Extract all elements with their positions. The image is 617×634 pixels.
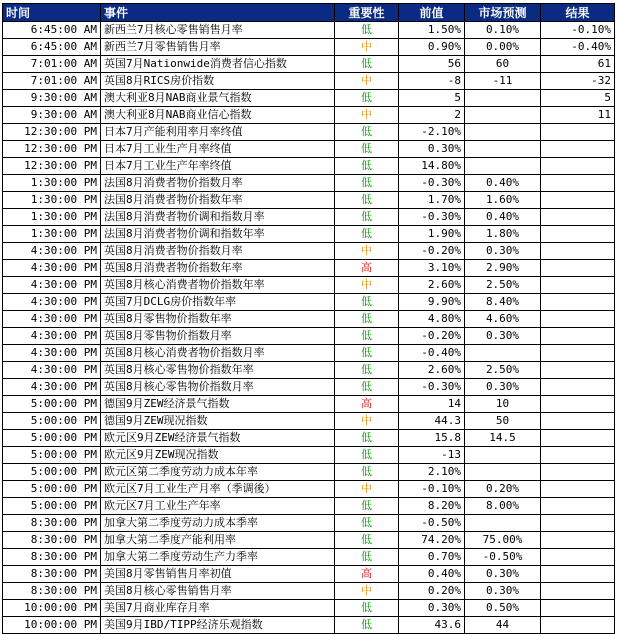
cell-previous: -2.10% [399,124,465,141]
cell-actual [541,158,615,175]
table-row [3,209,615,226]
table-header-row [3,4,615,22]
cell-event: 英国8月核心消费者物价指数年率 [101,277,335,294]
table-row [3,56,615,73]
cell-forecast: 0.30% [465,328,541,345]
cell-time: 9:30:00 AM [3,107,101,124]
cell-importance: 低 [335,158,399,175]
cell-event: 澳大利亚8月NAB商业景气指数 [101,90,335,107]
cell-forecast: 8.00% [465,498,541,515]
cell-actual [541,549,615,566]
cell-time: 4:30:00 PM [3,311,101,328]
cell-event: 英国8月核心消费者物价指数月率 [101,345,335,362]
table-row [3,583,615,600]
table-row [3,600,615,617]
table-row [3,124,615,141]
cell-time: 4:30:00 PM [3,277,101,294]
cell-importance: 低 [335,379,399,396]
cell-forecast: 14.5 [465,430,541,447]
cell-previous: 0.30% [399,141,465,158]
cell-importance: 高 [335,260,399,277]
cell-previous: 8.20% [399,498,465,515]
cell-previous: 1.50% [399,22,465,39]
table-row [3,566,615,583]
cell-previous: 44.3 [399,413,465,430]
cell-previous: -0.30% [399,175,465,192]
cell-forecast [465,345,541,362]
cell-event: 英国8月核心零售物价指数月率 [101,379,335,396]
cell-time: 9:30:00 AM [3,90,101,107]
cell-time: 12:30:00 PM [3,124,101,141]
cell-actual: -32 [541,73,615,90]
table-row [3,311,615,328]
header-forecast: 市场预测 [465,4,541,22]
cell-previous: -0.30% [399,209,465,226]
table-row [3,396,615,413]
cell-previous: 56 [399,56,465,73]
cell-importance: 中 [335,73,399,90]
cell-forecast: 44 [465,617,541,634]
cell-importance: 高 [335,396,399,413]
cell-forecast [465,447,541,464]
cell-event: 加拿大第二季度劳动生产力季率 [101,549,335,566]
table-row [3,107,615,124]
cell-forecast [465,515,541,532]
cell-event: 日本7月工业生产月率终值 [101,141,335,158]
cell-actual [541,566,615,583]
cell-forecast: 8.40% [465,294,541,311]
cell-forecast: 0.30% [465,566,541,583]
cell-previous: 1.90% [399,226,465,243]
table-row [3,158,615,175]
cell-event: 英国7月Nationwide消费者信心指数 [101,56,335,73]
cell-event: 澳大利亚8月NAB商业信心指数 [101,107,335,124]
cell-forecast: 10 [465,396,541,413]
table-row [3,549,615,566]
cell-forecast: 60 [465,56,541,73]
cell-forecast [465,107,541,124]
cell-importance: 低 [335,362,399,379]
table-row [3,481,615,498]
table-row [3,243,615,260]
cell-actual [541,311,615,328]
cell-event: 英国7月DCLG房价指数年率 [101,294,335,311]
table-row [3,515,615,532]
cell-event: 欧元区9月ZEW经济景气指数 [101,430,335,447]
cell-forecast: 2.50% [465,277,541,294]
cell-time: 4:30:00 PM [3,243,101,260]
cell-forecast: 0.00% [465,39,541,56]
cell-forecast: -11 [465,73,541,90]
table-row [3,73,615,90]
cell-previous: 2.60% [399,277,465,294]
cell-event: 欧元区9月ZEW现况指数 [101,447,335,464]
cell-actual: 61 [541,56,615,73]
cell-actual [541,464,615,481]
cell-forecast: 0.50% [465,600,541,617]
table-row [3,532,615,549]
cell-time: 5:00:00 PM [3,413,101,430]
cell-importance: 低 [335,311,399,328]
cell-forecast: 1.60% [465,192,541,209]
cell-forecast [465,158,541,175]
cell-actual [541,243,615,260]
table-row [3,447,615,464]
cell-previous: 74.20% [399,532,465,549]
cell-actual [541,328,615,345]
cell-importance: 中 [335,277,399,294]
cell-importance: 低 [335,498,399,515]
cell-actual [541,192,615,209]
cell-actual [541,447,615,464]
cell-previous: 2 [399,107,465,124]
cell-forecast: -0.50% [465,549,541,566]
cell-actual [541,617,615,634]
cell-actual [541,532,615,549]
cell-time: 5:00:00 PM [3,447,101,464]
table-body [3,22,615,634]
cell-actual [541,498,615,515]
table-row [3,498,615,515]
table-row [3,260,615,277]
cell-previous: -0.30% [399,379,465,396]
cell-actual [541,600,615,617]
cell-event: 美国8月核心零售销售月率 [101,583,335,600]
table-row [3,141,615,158]
cell-previous: 0.40% [399,566,465,583]
cell-time: 12:30:00 PM [3,141,101,158]
cell-previous: 1.70% [399,192,465,209]
cell-event: 加拿大第二季度产能利用率 [101,532,335,549]
cell-time: 5:00:00 PM [3,396,101,413]
cell-previous: 0.90% [399,39,465,56]
cell-actual [541,175,615,192]
cell-actual: -0.10% [541,22,615,39]
cell-importance: 中 [335,413,399,430]
table-row [3,430,615,447]
cell-importance: 低 [335,345,399,362]
cell-event: 欧元区7月工业生产月率（季调後） [101,481,335,498]
economic-calendar-table [2,3,615,634]
cell-event: 日本7月产能利用率月率终值 [101,124,335,141]
cell-actual [541,379,615,396]
cell-importance: 低 [335,192,399,209]
cell-previous: -8 [399,73,465,90]
cell-previous: 2.60% [399,362,465,379]
cell-importance: 低 [335,328,399,345]
cell-importance: 低 [335,90,399,107]
cell-event: 英国8月消费者物价指数年率 [101,260,335,277]
table-row [3,90,615,107]
cell-forecast: 4.60% [465,311,541,328]
cell-time: 8:30:00 PM [3,532,101,549]
cell-time: 4:30:00 PM [3,362,101,379]
cell-importance: 中 [335,243,399,260]
table-row [3,362,615,379]
cell-previous: -13 [399,447,465,464]
table-row [3,22,615,39]
cell-time: 8:30:00 PM [3,566,101,583]
cell-time: 4:30:00 PM [3,345,101,362]
cell-previous: 4.80% [399,311,465,328]
cell-previous: 9.90% [399,294,465,311]
cell-actual [541,209,615,226]
cell-previous: -0.20% [399,243,465,260]
cell-event: 法国8月消费者物价调和指数年率 [101,226,335,243]
table-row [3,328,615,345]
cell-previous: 14.80% [399,158,465,175]
cell-forecast: 2.90% [465,260,541,277]
cell-time: 1:30:00 PM [3,226,101,243]
table-row [3,175,615,192]
cell-event: 英国8月零售物价指数月率 [101,328,335,345]
cell-time: 12:30:00 PM [3,158,101,175]
cell-event: 新西兰7月核心零售销售月率 [101,22,335,39]
cell-importance: 低 [335,447,399,464]
cell-event: 英国8月RICS房价指数 [101,73,335,90]
cell-importance: 中 [335,39,399,56]
cell-importance: 低 [335,549,399,566]
cell-previous: 3.10% [399,260,465,277]
cell-previous: 43.6 [399,617,465,634]
cell-time: 8:30:00 PM [3,549,101,566]
cell-actual [541,583,615,600]
cell-forecast: 2.50% [465,362,541,379]
cell-importance: 低 [335,22,399,39]
cell-actual [541,141,615,158]
cell-previous: 14 [399,396,465,413]
cell-importance: 高 [335,566,399,583]
cell-event: 英国8月消费者物价指数月率 [101,243,335,260]
cell-forecast: 1.80% [465,226,541,243]
cell-actual [541,260,615,277]
cell-previous: 0.30% [399,600,465,617]
table-row [3,464,615,481]
table-row [3,379,615,396]
cell-actual [541,362,615,379]
cell-importance: 中 [335,583,399,600]
cell-previous: 0.70% [399,549,465,566]
cell-event: 新西兰7月零售销售月率 [101,39,335,56]
cell-importance: 低 [335,124,399,141]
cell-importance: 低 [335,430,399,447]
cell-event: 德国9月ZEW经济景气指数 [101,396,335,413]
table-row [3,413,615,430]
cell-importance: 中 [335,481,399,498]
cell-importance: 低 [335,464,399,481]
cell-forecast: 50 [465,413,541,430]
header-time: 时间 [3,4,101,22]
table-row [3,617,615,634]
cell-time: 8:30:00 PM [3,515,101,532]
cell-actual: 11 [541,107,615,124]
cell-time: 10:00:00 PM [3,600,101,617]
cell-actual [541,430,615,447]
cell-actual: -0.40% [541,39,615,56]
cell-importance: 低 [335,209,399,226]
cell-event: 美国8月零售销售月率初值 [101,566,335,583]
cell-actual [541,226,615,243]
cell-actual: 5 [541,90,615,107]
cell-actual [541,481,615,498]
cell-previous: -0.10% [399,481,465,498]
cell-time: 4:30:00 PM [3,294,101,311]
cell-time: 5:00:00 PM [3,430,101,447]
cell-time: 7:01:00 AM [3,56,101,73]
header-actual: 结果 [541,4,615,22]
cell-time: 5:00:00 PM [3,481,101,498]
cell-event: 英国8月零售物价指数年率 [101,311,335,328]
cell-importance: 低 [335,141,399,158]
header-importance: 重要性 [335,4,399,22]
header-event: 事件 [101,4,335,22]
cell-forecast [465,124,541,141]
cell-event: 日本7月工业生产年率终值 [101,158,335,175]
cell-time: 5:00:00 PM [3,498,101,515]
cell-previous: -0.40% [399,345,465,362]
cell-time: 5:00:00 PM [3,464,101,481]
table-row [3,277,615,294]
cell-previous: -0.50% [399,515,465,532]
cell-forecast: 0.40% [465,175,541,192]
cell-time: 4:30:00 PM [3,260,101,277]
cell-previous: 0.20% [399,583,465,600]
cell-time: 10:00:00 PM [3,617,101,634]
cell-event: 加拿大第二季度劳动力成本季率 [101,515,335,532]
cell-time: 1:30:00 PM [3,175,101,192]
cell-event: 美国7月商业库存月率 [101,600,335,617]
cell-previous: 15.8 [399,430,465,447]
cell-forecast [465,464,541,481]
cell-time: 6:45:00 AM [3,39,101,56]
cell-importance: 低 [335,175,399,192]
cell-event: 美国9月IBD/TIPP经济乐观指数 [101,617,335,634]
cell-previous: 5 [399,90,465,107]
cell-event: 欧元区第二季度劳动力成本年率 [101,464,335,481]
cell-previous: -0.20% [399,328,465,345]
cell-importance: 中 [335,107,399,124]
cell-time: 1:30:00 PM [3,209,101,226]
cell-actual [541,396,615,413]
cell-event: 法国8月消费者物价指数月率 [101,175,335,192]
cell-time: 7:01:00 AM [3,73,101,90]
cell-time: 6:45:00 AM [3,22,101,39]
cell-time: 8:30:00 PM [3,583,101,600]
cell-time: 1:30:00 PM [3,192,101,209]
cell-importance: 低 [335,532,399,549]
cell-actual [541,345,615,362]
cell-forecast: 75.00% [465,532,541,549]
cell-forecast: 0.20% [465,481,541,498]
cell-importance: 低 [335,56,399,73]
cell-forecast [465,141,541,158]
cell-time: 4:30:00 PM [3,328,101,345]
cell-event: 英国8月核心零售物价指数年率 [101,362,335,379]
cell-actual [541,413,615,430]
table-row [3,345,615,362]
cell-forecast: 0.30% [465,583,541,600]
header-previous: 前值 [399,4,465,22]
cell-event: 法国8月消费者物价指数年率 [101,192,335,209]
cell-importance: 低 [335,226,399,243]
cell-importance: 低 [335,600,399,617]
cell-importance: 低 [335,294,399,311]
cell-actual [541,515,615,532]
cell-previous: 2.10% [399,464,465,481]
cell-actual [541,124,615,141]
cell-forecast: 0.40% [465,209,541,226]
table-row [3,192,615,209]
cell-event: 欧元区7月工业生产年率 [101,498,335,515]
table-row [3,226,615,243]
cell-forecast: 0.10% [465,22,541,39]
table-row [3,39,615,56]
cell-event: 法国8月消费者物价调和指数月率 [101,209,335,226]
cell-event: 德国9月ZEW现况指数 [101,413,335,430]
cell-forecast: 0.30% [465,379,541,396]
cell-forecast: 0.30% [465,243,541,260]
cell-actual [541,277,615,294]
cell-actual [541,294,615,311]
cell-time: 4:30:00 PM [3,379,101,396]
cell-forecast [465,90,541,107]
cell-importance: 低 [335,515,399,532]
table-row [3,294,615,311]
cell-importance: 低 [335,617,399,634]
